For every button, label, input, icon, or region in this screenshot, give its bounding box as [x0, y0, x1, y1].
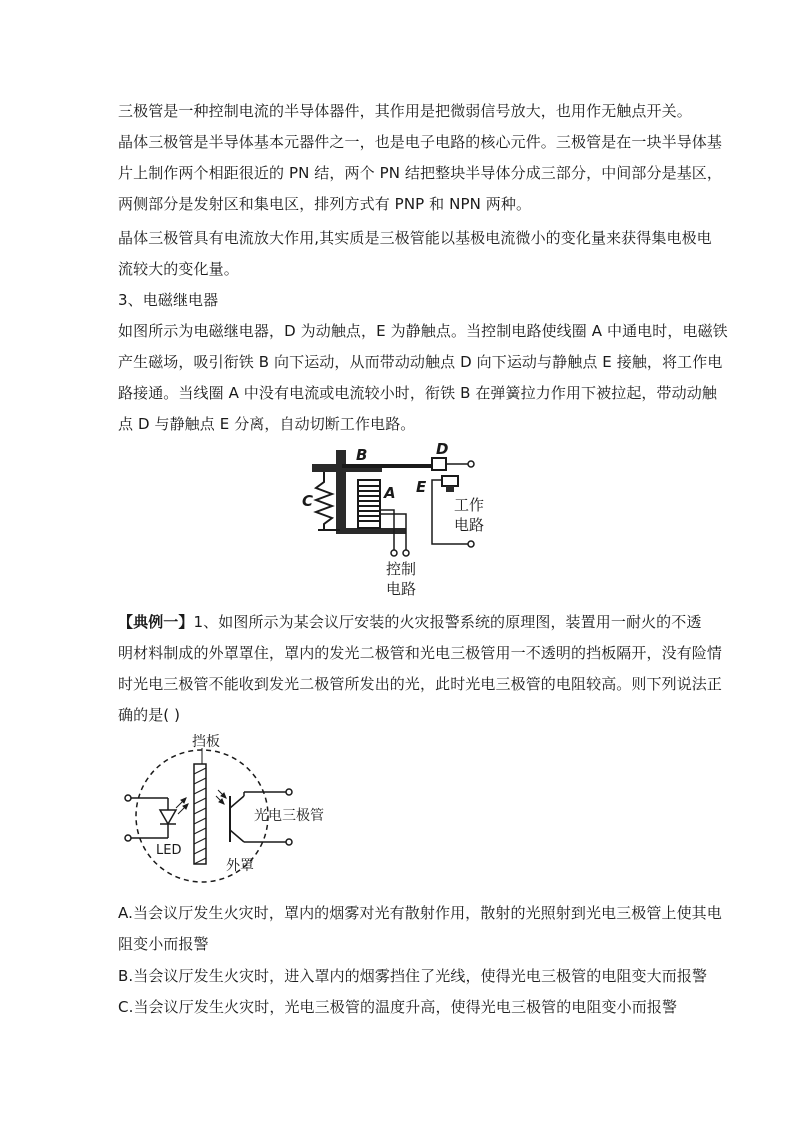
- contact-e: [442, 476, 458, 486]
- phototransistor-light-arrows: [216, 790, 226, 804]
- option-a-line1: A.当会议厅发生火灾时，罩内的烟雾对光有散射作用，散射的光照射到光电三极管上使其电: [118, 904, 722, 922]
- label-b: B: [356, 446, 368, 464]
- led-light-arrows: [176, 798, 188, 814]
- option-b: B.当会议厅发生火灾时，进入罩内的烟雾挡住了光线，使得光电三极管的电阻变大而报警: [118, 967, 708, 985]
- control-terminal-2: [403, 550, 409, 556]
- led-terminal-top: [125, 795, 131, 801]
- phototransistor-terminal-bottom: [286, 839, 292, 845]
- control-terminal-1: [391, 550, 397, 556]
- paragraph-relay-line2: 产生磁场，吸引衔铁 B 向下运动，从而带动动触点 D 向下运动与静触点 E 接触，将工作电: [118, 353, 723, 371]
- relay-figure: [296, 440, 496, 600]
- section-heading-relay: 3、电磁继电器: [118, 291, 219, 309]
- label-cover: 外罩: [226, 858, 254, 874]
- example-line1-text: 1、如图所示为某会议厅安装的火灾报警系统的原理图，装置用一耐火的不透: [193, 613, 702, 631]
- label-e: E: [416, 478, 427, 496]
- led-diode: [160, 810, 176, 824]
- example-line3: 时光电三极管不能收到发光二极管所发出的光，此时光电三极管的电阻较高。则下列说法正: [118, 675, 723, 693]
- led-terminal-bottom: [125, 835, 131, 841]
- work-terminal-1: [468, 461, 474, 467]
- phototransistor-terminal-top: [286, 789, 292, 795]
- label-led: LED: [156, 843, 182, 858]
- example-tag: 【典例一】: [118, 613, 194, 631]
- relay-pillar: [336, 450, 346, 532]
- paragraph-relay-line4: 点 D 与静触点 E 分离，自动切断工作电路。: [118, 415, 416, 433]
- paragraph-relay-line3: 路接通。当线圈 A 中没有电流或电流较小时，衔铁 B 在弹簧拉力作用下被拉起，带动动触: [118, 384, 717, 402]
- work-terminal-2: [468, 541, 474, 547]
- label-work-2: 电路: [454, 516, 485, 534]
- label-control-1: 控制: [386, 560, 417, 578]
- paragraph-transistor-intro: 三极管是一种控制电流的半导体器件，其作用是把微弱信号放大，也用作无触点开关。: [118, 102, 692, 120]
- label-c: C: [302, 492, 314, 510]
- spring-c: [316, 472, 332, 530]
- contact-d: [432, 458, 446, 470]
- label-control-2: 电路: [386, 580, 417, 598]
- paragraph-amplification-line2: 流较大的变化量。: [118, 260, 239, 278]
- label-work-1: 工作: [454, 496, 485, 514]
- label-baffle: 挡板: [192, 734, 220, 750]
- option-c: C.当会议厅发生火灾时，光电三极管的温度升高，使得光电三极管的电阻变小而报警: [118, 998, 678, 1016]
- example-line1: [118, 612, 702, 632]
- alarm-figure: [118, 734, 378, 884]
- paragraph-relay-line1: 如图所示为电磁继电器，D 为动触点，E 为静触点。当控制电路使线圈 A 中通电时，电磁铁: [118, 322, 728, 340]
- paragraph-amplification-line1: 晶体三极管具有电流放大作用,其实质是三极管能以基极电流微小的变化量来获得集电极电: [118, 229, 712, 247]
- paragraph-transistor-structure-line1: 晶体三极管是半导体基本元器件之一，也是电子电路的核心元件。三极管是在一块半导体基: [118, 133, 723, 151]
- label-phototransistor: 光电三极管: [254, 808, 324, 824]
- label-a: A: [384, 484, 396, 502]
- label-d: D: [436, 440, 449, 458]
- example-line4: 确的是( ): [118, 706, 181, 724]
- paragraph-transistor-structure-line2: 片上制作两个相距很近的 PN 结，两个 PN 结把整块半导体分成三部分，中间部分是基区，: [118, 164, 723, 182]
- option-a-line2: 阻变小而报警: [118, 935, 209, 953]
- example-line2: 明材料制成的外罩罩住，罩内的发光二极管和光电三极管用一不透明的挡板隔开，没有险情: [118, 644, 723, 662]
- paragraph-transistor-structure-line3: 两侧部分是发射区和集电区，排列方式有 PNP 和 NPN 两种。: [118, 195, 532, 213]
